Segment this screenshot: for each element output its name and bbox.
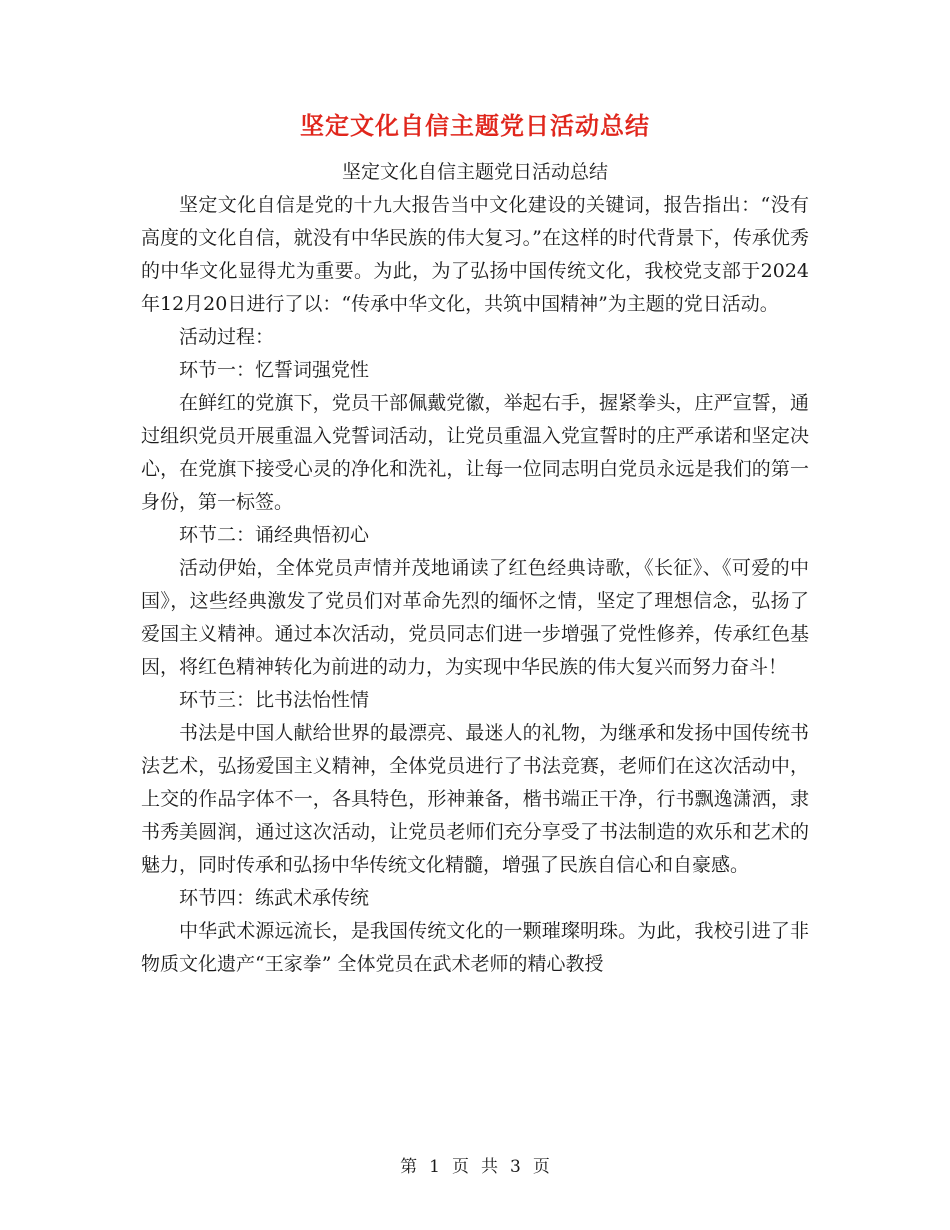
document-title: 坚定文化自信主题党日活动总结 — [300, 112, 650, 140]
paragraph-section-3: 书法是中国人献给世界的最漂亮、最迷人的礼物，为继承和发扬中国传统书法艺术，弘扬爱国主义精神，全体党员进行了书法竞赛，老师们在这次活动中，上交的作品字体不一，各具特色，形神兼备，楷书端正干净，行书飘逸潇洒，隶书秀美圆润，通过这次活动，让党员老师们充分享受了书法制造的欢乐和艺术的魅力，同时传承和弘扬中华传统文化精髓，增强了民族自信心和自豪感。 — [141, 722, 809, 876]
document-subtitle: 坚定文化自信主题党日活动总结 — [341, 161, 608, 183]
section-heading-3: 环节三：比书法怡性情 — [179, 689, 370, 711]
paragraph-section-1: 在鲜红的党旗下，党员干部佩戴党徽，举起右手，握紧拳头，庄严宣誓，通过组织党员开展重温入党誓词活动，让党员重温入党宣誓时的庄严承诺和坚定决心，在党旗下接受心灵的净化和洗礼，让每一位同志明白党员永远是我们的第一身份，第一标签。 — [141, 392, 809, 513]
page-footer — [0, 1152, 950, 1177]
paragraph-process-heading: 活动过程： — [179, 326, 275, 348]
paragraph-section-2: 活动伊始，全体党员声情并茂地诵读了红色经典诗歌，《长征》、《可爱的中国》，这些经典激发了党员们对革命先烈的缅怀之情，坚定了理想信念，弘扬了爱国主义精神。通过本次活动，党员同志们进一步增强了党性修养，传承红色基因，将红色精神转化为前进的动力，为实现中华民族的伟大复兴而努力奋斗！ — [141, 557, 809, 678]
footer-page-total: 3 — [510, 1157, 521, 1177]
section-heading-2: 环节二：诵经典悟初心 — [179, 524, 370, 546]
document-body — [141, 156, 809, 981]
section-heading-4: 环节四：练武术承传统 — [179, 887, 370, 909]
footer-suffix: 页 — [532, 1157, 550, 1177]
paragraph-intro: 坚定文化自信是党的十九大报告当中文化建设的关键词，报告指出：“没有高度的文化自信，就没有中华民族的伟大复习。”在这样的时代背景下，传承优秀的中华文化显得尤为重要。为此，为了弘扬中国传统文化，我校党支部于2024年12月20日进行了以：“传承中华文化，共筑中国精神”为主题的党日活动。 — [141, 194, 809, 315]
footer-page-word: 页 — [452, 1157, 469, 1177]
footer-page-current: 1 — [429, 1157, 440, 1177]
footer-prefix: 第 — [400, 1157, 418, 1177]
paragraph-section-4: 中华武术源远流长，是我国传统文化的一颗璀璨明珠。为此，我校引进了非物质文化遗产“王家拳” 全体党员在武术老师的精心教授 — [141, 920, 809, 975]
footer-total-prefix: 共 — [481, 1157, 498, 1177]
section-heading-1: 环节一：忆誓词强党性 — [179, 359, 370, 381]
